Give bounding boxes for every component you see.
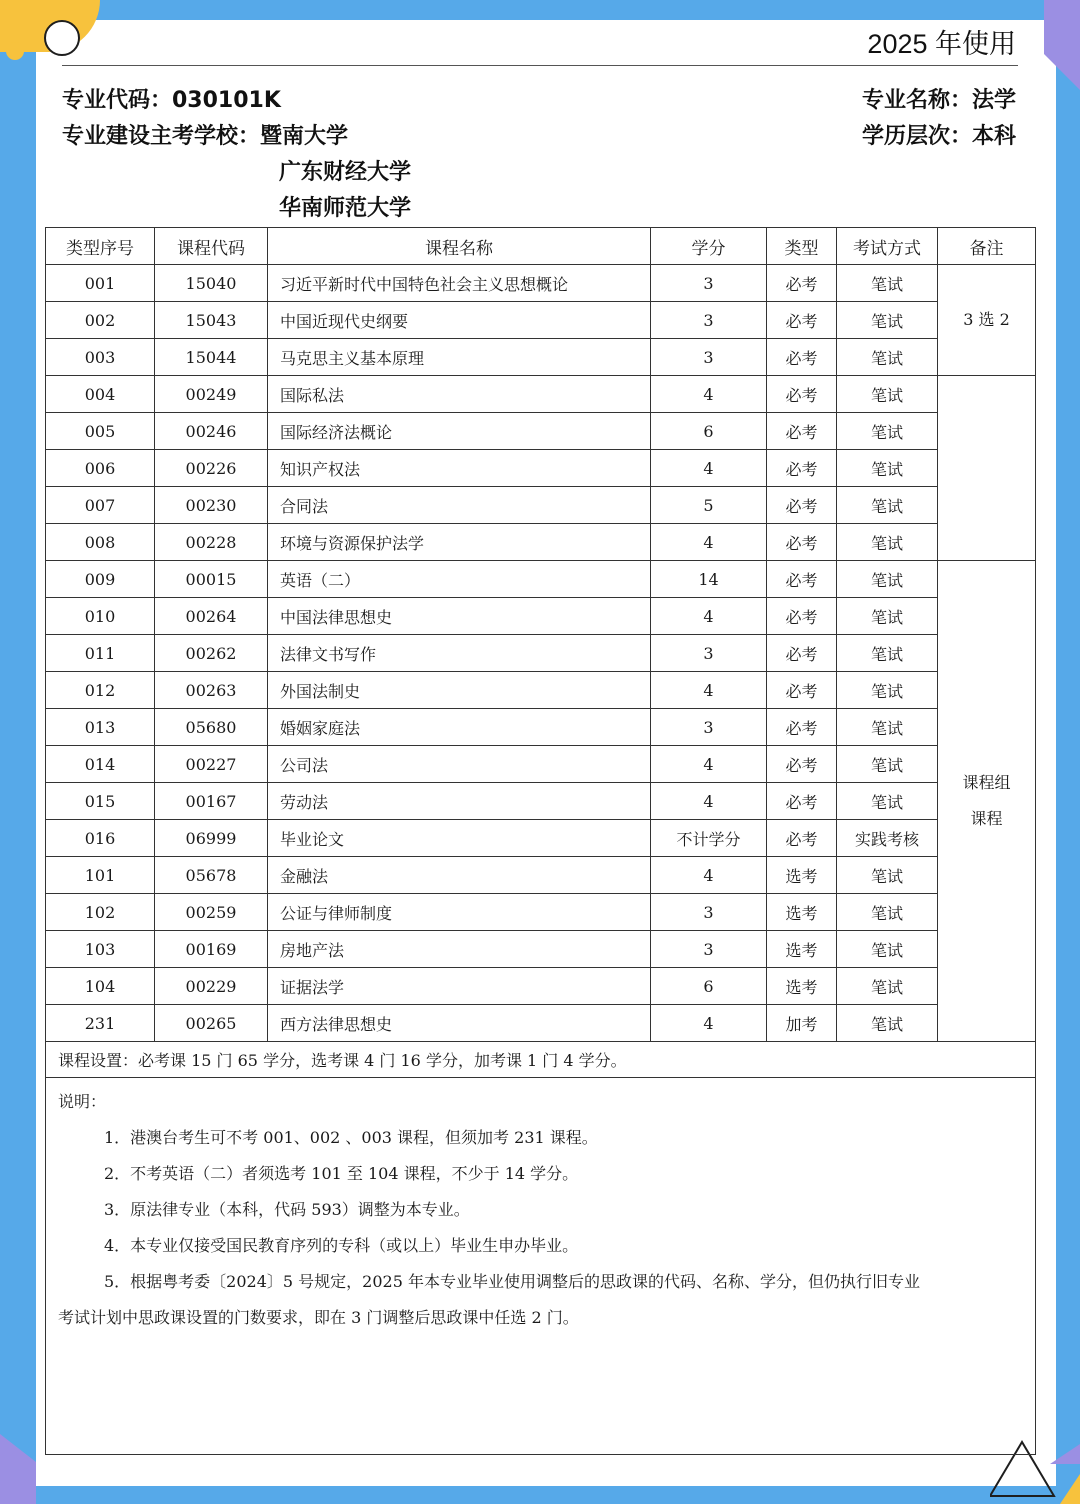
type-cell: 选考 (767, 968, 837, 1005)
type-cell: 必考 (767, 672, 837, 709)
notes-title: 说明： (58, 1092, 107, 1111)
remark-line: 课程组 (962, 773, 1011, 792)
credit-cell: 4 (651, 672, 767, 709)
table-row (46, 450, 1036, 487)
note-item: 4．本专业仅接受国民教育序列的专科（或以上）毕业生申办毕业。 (104, 1236, 579, 1255)
column-header: 课程名称 (268, 228, 651, 265)
major-info-left (62, 83, 411, 227)
exam-method-cell: 笔试 (837, 672, 938, 709)
credit-cell: 5 (651, 487, 767, 524)
code-cell: 00230 (155, 487, 268, 524)
table-row (46, 746, 1036, 783)
school-name: 华南师范大学 (279, 196, 412, 221)
exam-method-cell: 笔试 (837, 635, 938, 672)
code-cell: 06999 (155, 820, 268, 857)
code-cell: 00246 (155, 413, 268, 450)
note-item: 1．港澳台考生可不考 001、002 、003 课程，但须加考 231 课程。 (104, 1128, 598, 1147)
code-cell: 15044 (155, 339, 268, 376)
exam-method-cell: 笔试 (837, 376, 938, 413)
seq-cell: 015 (46, 783, 155, 820)
seq-cell: 010 (46, 598, 155, 635)
course-name-cell: 金融法 (268, 857, 651, 894)
type-cell: 加考 (767, 1005, 837, 1042)
code-cell: 00264 (155, 598, 268, 635)
credit-cell: 4 (651, 783, 767, 820)
type-cell: 必考 (767, 635, 837, 672)
type-cell: 必考 (767, 598, 837, 635)
type-cell: 必考 (767, 524, 837, 561)
code-cell: 00227 (155, 746, 268, 783)
seq-cell: 006 (46, 450, 155, 487)
credit-cell: 4 (651, 1005, 767, 1042)
exam-method-cell: 笔试 (837, 524, 938, 561)
major-info-right (862, 83, 1016, 155)
page-title: 2025 年使用 (867, 29, 1016, 59)
course-table-body (46, 265, 1036, 1042)
exam-method-cell: 笔试 (837, 709, 938, 746)
table-row (46, 598, 1036, 635)
credit-cell: 3 (651, 635, 767, 672)
remark-line: 课程 (970, 809, 1003, 828)
summary-row (46, 1042, 1036, 1078)
exam-method-cell: 笔试 (837, 487, 938, 524)
type-cell: 必考 (767, 339, 837, 376)
exam-method-cell: 笔试 (837, 413, 938, 450)
note-item: 3．原法律专业（本科，代码 593）调整为本专业。 (104, 1200, 470, 1219)
code-cell: 00262 (155, 635, 268, 672)
code-cell: 00228 (155, 524, 268, 561)
education-level: 学历层次：本科 (861, 124, 1016, 149)
type-cell: 必考 (767, 820, 837, 857)
table-header-row (46, 228, 1036, 265)
type-cell: 必考 (767, 561, 837, 598)
table-row (46, 1005, 1036, 1042)
credit-cell: 6 (651, 968, 767, 1005)
column-header: 备注 (938, 228, 1036, 265)
table-row (46, 413, 1036, 450)
table-row (46, 968, 1036, 1005)
school-row (62, 119, 411, 155)
credit-cell: 不计学分 (651, 820, 767, 857)
credit-cell: 4 (651, 376, 767, 413)
credit-cell: 14 (651, 561, 767, 598)
code-cell: 00229 (155, 968, 268, 1005)
type-cell: 必考 (767, 265, 837, 302)
seq-cell: 003 (46, 339, 155, 376)
exam-method-cell: 笔试 (837, 968, 938, 1005)
table-row (46, 302, 1036, 339)
exam-method-cell: 笔试 (837, 265, 938, 302)
credit-cell: 4 (651, 746, 767, 783)
column-header: 学分 (651, 228, 767, 265)
credit-cell: 6 (651, 413, 767, 450)
decorative-corner-bottom-left (0, 1434, 36, 1504)
exam-method-cell: 笔试 (837, 1005, 938, 1042)
table-row (46, 783, 1036, 820)
exam-method-cell: 笔试 (837, 561, 938, 598)
code-cell: 00226 (155, 450, 268, 487)
seq-cell: 103 (46, 931, 155, 968)
type-cell: 必考 (767, 709, 837, 746)
exam-method-cell: 笔试 (837, 746, 938, 783)
notes-row (46, 1078, 1036, 1455)
seq-cell: 004 (46, 376, 155, 413)
table-row (46, 635, 1036, 672)
table-row (46, 931, 1036, 968)
major-name: 专业名称：法学 (861, 88, 1016, 113)
course-table (45, 227, 1036, 1455)
note-item: 5．根据粤考委〔2024〕5 号规定，2025 年本专业毕业使用调整后的思政课的代码、名称、学分，但仍执行旧专业 (104, 1272, 920, 1291)
seq-cell: 101 (46, 857, 155, 894)
remark-cell: 3 选 2 (938, 265, 1036, 376)
course-name-cell: 外国法制史 (268, 672, 651, 709)
type-cell: 必考 (767, 413, 837, 450)
type-cell: 必考 (767, 746, 837, 783)
course-name-cell: 公司法 (268, 746, 651, 783)
note-item: 2．不考英语（二）者须选考 101 至 104 课程，不少于 14 学分。 (104, 1164, 579, 1183)
table-row (46, 339, 1036, 376)
table-row (46, 561, 1036, 598)
decorative-dot (6, 42, 24, 60)
course-summary: 课程设置：必考课 15 门 65 学分，选考课 4 门 16 学分，加考课 1 门 4 学分。 (46, 1042, 1036, 1078)
table-row (46, 487, 1036, 524)
table-row (46, 672, 1036, 709)
table-row (46, 265, 1036, 302)
credit-cell: 4 (651, 450, 767, 487)
exam-method-cell: 笔试 (837, 857, 938, 894)
course-name-cell: 证据法学 (268, 968, 651, 1005)
code-cell: 00167 (155, 783, 268, 820)
school-name: 广东财经大学 (279, 160, 412, 185)
seq-cell: 011 (46, 635, 155, 672)
header-divider (62, 65, 1018, 66)
type-cell: 必考 (767, 302, 837, 339)
exam-method-cell: 笔试 (837, 339, 938, 376)
course-name-cell: 婚姻家庭法 (268, 709, 651, 746)
code-cell: 00259 (155, 894, 268, 931)
type-cell: 必考 (767, 487, 837, 524)
seq-cell: 001 (46, 265, 155, 302)
table-row (46, 857, 1036, 894)
credit-cell: 3 (651, 931, 767, 968)
exam-method-cell: 实践考核 (837, 820, 938, 857)
type-cell: 选考 (767, 894, 837, 931)
remark-cell-empty (938, 376, 1036, 561)
credit-cell: 4 (651, 857, 767, 894)
notes-section (46, 1078, 1036, 1455)
exam-method-cell: 笔试 (837, 598, 938, 635)
table-row (46, 820, 1036, 857)
type-cell: 选考 (767, 857, 837, 894)
seq-cell: 231 (46, 1005, 155, 1042)
column-header: 类型 (767, 228, 837, 265)
course-name-cell: 知识产权法 (268, 450, 651, 487)
seq-cell: 012 (46, 672, 155, 709)
code-cell: 05680 (155, 709, 268, 746)
credit-cell: 4 (651, 524, 767, 561)
course-name-cell: 环境与资源保护法学 (268, 524, 651, 561)
table-row (46, 376, 1036, 413)
table-row (46, 524, 1036, 561)
exam-method-cell: 笔试 (837, 894, 938, 931)
type-cell: 必考 (767, 376, 837, 413)
course-name-cell: 马克思主义基本原理 (268, 339, 651, 376)
course-name-cell: 英语（二） (268, 561, 651, 598)
code-cell: 00015 (155, 561, 268, 598)
code-cell: 00263 (155, 672, 268, 709)
credit-cell: 4 (651, 598, 767, 635)
school-label: 专业建设主考学校： (62, 124, 261, 149)
table-row (46, 709, 1036, 746)
column-header: 考试方式 (837, 228, 938, 265)
course-name-cell: 公证与律师制度 (268, 894, 651, 931)
course-name-cell: 西方法律思想史 (268, 1005, 651, 1042)
exam-method-cell: 笔试 (837, 931, 938, 968)
code-cell: 00265 (155, 1005, 268, 1042)
seq-cell: 002 (46, 302, 155, 339)
type-cell: 必考 (767, 450, 837, 487)
seq-cell: 009 (46, 561, 155, 598)
credit-cell: 3 (651, 302, 767, 339)
credit-cell: 3 (651, 709, 767, 746)
seq-cell: 104 (46, 968, 155, 1005)
seq-cell: 008 (46, 524, 155, 561)
course-name-cell: 国际经济法概论 (268, 413, 651, 450)
column-header: 类型序号 (46, 228, 155, 265)
note-continuation: 考试计划中思政课设置的门数要求，即在 3 门调整后思政课中任选 2 门。 (58, 1308, 579, 1327)
course-name-cell: 中国近现代史纲要 (268, 302, 651, 339)
exam-method-cell: 笔试 (837, 783, 938, 820)
school-name: 暨南大学 (260, 124, 349, 149)
decorative-circle-icon (44, 20, 80, 56)
course-name-cell: 法律文书写作 (268, 635, 651, 672)
course-name-cell: 房地产法 (268, 931, 651, 968)
seq-cell: 007 (46, 487, 155, 524)
seq-cell: 102 (46, 894, 155, 931)
remark-cell-group (938, 561, 1036, 1042)
exam-method-cell: 笔试 (837, 450, 938, 487)
code-cell: 15043 (155, 302, 268, 339)
seq-cell: 016 (46, 820, 155, 857)
seq-cell: 013 (46, 709, 155, 746)
code-cell: 00169 (155, 931, 268, 968)
credit-cell: 3 (651, 894, 767, 931)
course-name-cell: 合同法 (268, 487, 651, 524)
type-cell: 选考 (767, 931, 837, 968)
seq-cell: 014 (46, 746, 155, 783)
course-name-cell: 毕业论文 (268, 820, 651, 857)
column-header: 课程代码 (155, 228, 268, 265)
seq-cell: 005 (46, 413, 155, 450)
credit-cell: 3 (651, 265, 767, 302)
major-code: 专业代码：030101K (62, 88, 281, 113)
course-name-cell: 劳动法 (268, 783, 651, 820)
exam-method-cell: 笔试 (837, 302, 938, 339)
table-row (46, 894, 1036, 931)
credit-cell: 3 (651, 339, 767, 376)
course-name-cell: 习近平新时代中国特色社会主义思想概论 (268, 265, 651, 302)
course-name-cell: 国际私法 (268, 376, 651, 413)
code-cell: 05678 (155, 857, 268, 894)
code-cell: 15040 (155, 265, 268, 302)
course-name-cell: 中国法律思想史 (268, 598, 651, 635)
code-cell: 00249 (155, 376, 268, 413)
type-cell: 必考 (767, 783, 837, 820)
